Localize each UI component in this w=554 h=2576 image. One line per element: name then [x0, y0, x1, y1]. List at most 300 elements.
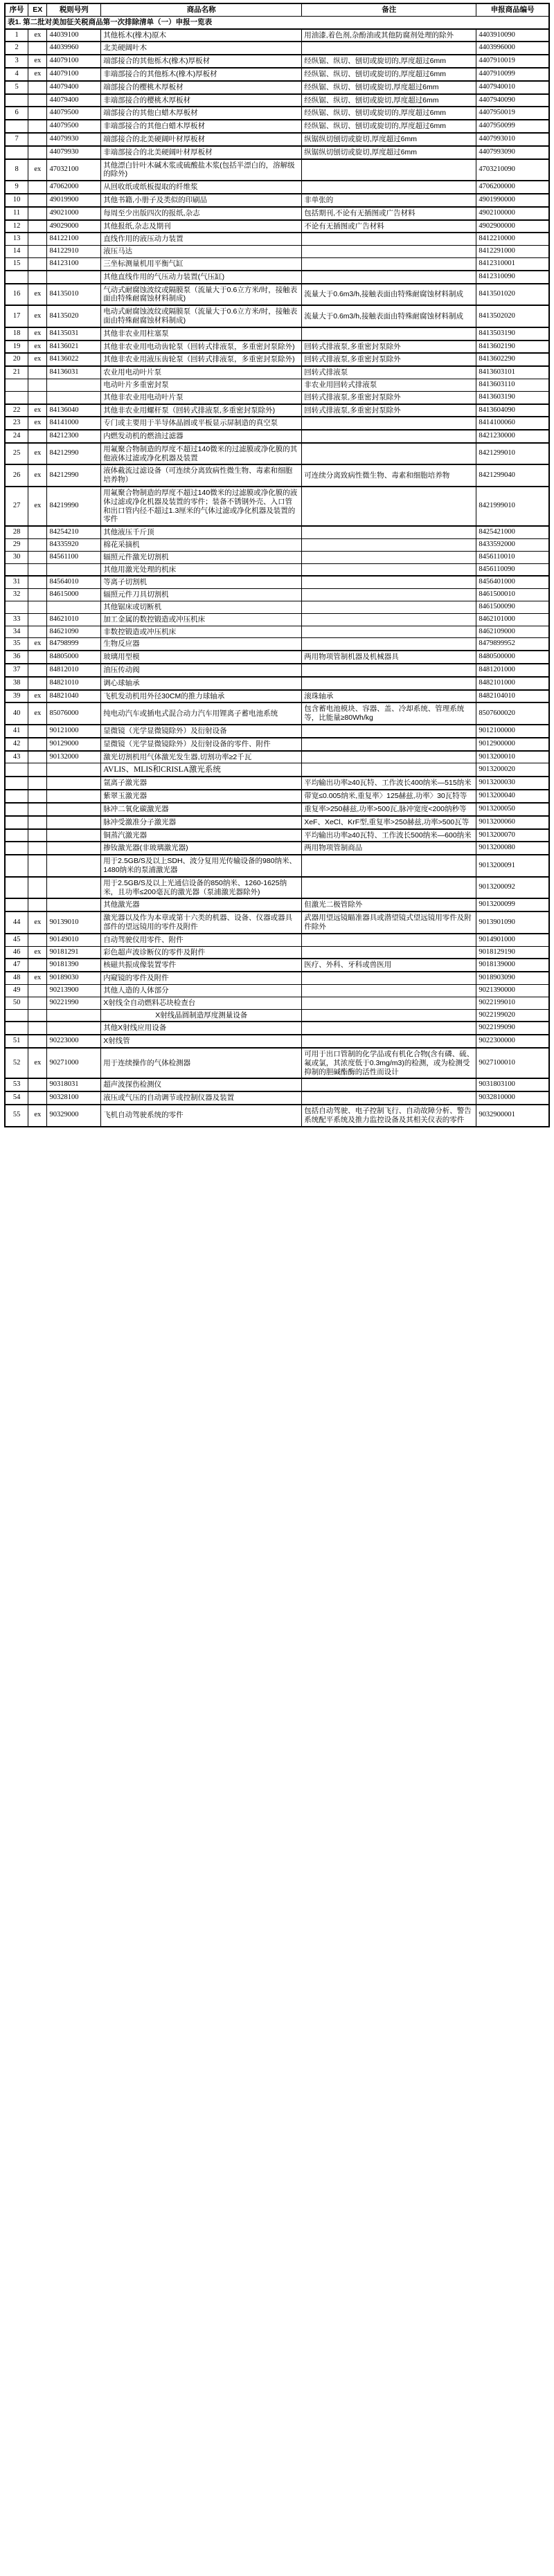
cell-remark [302, 576, 476, 588]
cell-tariff-code [47, 1022, 101, 1035]
cell-ex-flag [28, 1022, 47, 1035]
cell-tariff-code: 90181390 [47, 959, 101, 972]
table-row [5, 404, 549, 417]
cell-declaration-code: 8413603110 [476, 379, 549, 391]
cell-declaration-code: 8413603190 [476, 391, 549, 403]
cell-serial-number [5, 120, 28, 133]
cell-serial-number: 5 [5, 81, 28, 94]
page-title: 表1. 第二批对美加征关税商品第一次排除清单（一）申报一览表 [5, 16, 549, 28]
cell-declaration-code: 9013200040 [476, 790, 549, 803]
cell-remark: 两用物项管制商品 [302, 842, 476, 855]
cell-ex-flag [28, 1035, 47, 1048]
table-row [5, 391, 549, 403]
cell-declaration-code: 8456401000 [476, 576, 549, 588]
table-row [5, 94, 549, 107]
table-row [5, 1022, 549, 1035]
cell-serial-number: 20 [5, 353, 28, 366]
cell-remark: 包括自动驾驶、电子控制飞行、自动故障分析、警告系统配平系统及推力监控设备及其相关仪表的零件 [302, 1105, 476, 1127]
table-row [5, 146, 549, 159]
column-header-ex: EX [28, 3, 47, 16]
table-row [5, 284, 549, 306]
table-row [5, 803, 549, 816]
cell-serial-number: 22 [5, 404, 28, 417]
cell-ex-flag [28, 725, 47, 738]
cell-remark: 经纵锯、纵切、刨切或旋切的,厚度超过6mm [302, 68, 476, 81]
table-row [5, 257, 549, 270]
cell-serial-number [5, 790, 28, 803]
table-row [5, 855, 549, 877]
table-row [5, 898, 549, 911]
cell-ex-flag [28, 997, 47, 1009]
cell-tariff-code: 84821040 [47, 690, 101, 703]
cell-tariff-code: 90129000 [47, 738, 101, 751]
cell-goods-name: 超声波探伤检测仪 [101, 1078, 302, 1091]
cell-goods-name: 用于2.5GB/S及以上光通信设备的850纳米、1260-1625纳米，且功率≤200毫瓦的激光器（泵浦激光器除外) [101, 877, 302, 899]
cell-serial-number: 2 [5, 42, 28, 55]
cell-declaration-code: 8413603101 [476, 366, 549, 379]
cell-tariff-code: 84798999 [47, 638, 101, 651]
cell-serial-number: 48 [5, 972, 28, 984]
cell-tariff-code: 85076000 [47, 702, 101, 725]
cell-tariff-code: 44079400 [47, 81, 101, 94]
cell-ex-flag [28, 246, 47, 258]
cell-ex-flag [28, 855, 47, 877]
cell-serial-number: 16 [5, 284, 28, 306]
cell-tariff-code: 90121000 [47, 725, 101, 738]
cell-tariff-code: 44079500 [47, 120, 101, 133]
cell-declaration-code: 4403910090 [476, 29, 549, 42]
cell-ex-flag [28, 613, 47, 626]
cell-declaration-code: 8421999010 [476, 487, 549, 526]
table-row [5, 1091, 549, 1105]
cell-remark [302, 664, 476, 677]
table-row [5, 353, 549, 366]
cell-goods-name: 激光器以及作为本章或第十六类的机器、设备、仪器或器具部件的望远镜用的零件及附件 [101, 911, 302, 934]
cell-ex-flag [28, 651, 47, 664]
cell-serial-number: 13 [5, 233, 28, 245]
cell-ex-flag [28, 1091, 47, 1105]
cell-serial-number: 40 [5, 702, 28, 725]
cell-goods-name: 其他直线作用的气压动力装置(气压缸) [101, 271, 302, 284]
cell-declaration-code: 9031803100 [476, 1078, 549, 1091]
cell-tariff-code [47, 803, 101, 816]
cell-tariff-code [47, 842, 101, 855]
cell-tariff-code [47, 829, 101, 842]
cell-declaration-code: 8462101000 [476, 613, 549, 626]
table-row [5, 790, 549, 803]
cell-tariff-code: 84135020 [47, 305, 101, 327]
cell-goods-name: 加工金属的数控锻造或冲压机床 [101, 613, 302, 626]
table-row [5, 464, 549, 487]
cell-goods-name: 北美硬阔叶木 [101, 42, 302, 55]
cell-remark: 纵锯纵切刨切或旋切,厚度超过6mm [302, 133, 476, 146]
cell-declaration-code: 8433592000 [476, 539, 549, 552]
table-row [5, 341, 549, 354]
cell-declaration-code: 9012100000 [476, 725, 549, 738]
cell-goods-name: 其他非农业用电动齿轮泵（回转式排液泵，多重密封泵除外) [101, 341, 302, 354]
cell-declaration-code: 8421299010 [476, 443, 549, 465]
cell-declaration-code: 8421230000 [476, 430, 549, 443]
cell-remark [302, 1091, 476, 1105]
cell-remark [302, 984, 476, 997]
cell-ex-flag [28, 526, 47, 538]
cell-serial-number: 39 [5, 690, 28, 703]
cell-serial-number: 4 [5, 68, 28, 81]
cell-tariff-code: 84254210 [47, 526, 101, 538]
cell-tariff-code: 84812010 [47, 664, 101, 677]
cell-tariff-code [47, 271, 101, 284]
cell-tariff-code: 84212990 [47, 464, 101, 487]
cell-serial-number: 44 [5, 911, 28, 934]
cell-ex-flag [28, 934, 47, 946]
cell-declaration-code: 8413503190 [476, 327, 549, 341]
cell-declaration-code: 9022300000 [476, 1035, 549, 1048]
cell-ex-flag: ex [28, 487, 47, 526]
cell-tariff-code: 49019900 [47, 194, 101, 207]
cell-declaration-code: 9013200070 [476, 829, 549, 842]
cell-declaration-code: 4703210090 [476, 159, 549, 181]
cell-serial-number: 24 [5, 430, 28, 443]
cell-declaration-code: 9022199010 [476, 997, 549, 1009]
cell-declaration-code: 8507600020 [476, 702, 549, 725]
table-row [5, 690, 549, 703]
cell-serial-number: 11 [5, 207, 28, 220]
cell-goods-name: 专门或主要用于半导体晶圆或平板显示屏制造的真空泵 [101, 417, 302, 430]
cell-goods-name: 其他非农业用液压齿轮泵（回转式排液泵，多重密封泵除外) [101, 353, 302, 366]
cell-declaration-code: 8481201000 [476, 664, 549, 677]
cell-tariff-code: 84212990 [47, 443, 101, 465]
table-row [5, 42, 549, 55]
table-row [5, 563, 549, 576]
cell-declaration-code: 8480500000 [476, 651, 549, 664]
cell-ex-flag: ex [28, 353, 47, 366]
cell-remark [302, 638, 476, 651]
cell-goods-name: 直线作用的液压动力装置 [101, 233, 302, 245]
cell-declaration-code: 9013200050 [476, 803, 549, 816]
cell-remark [302, 181, 476, 194]
cell-remark [302, 601, 476, 614]
table-row [5, 133, 549, 146]
cell-serial-number: 35 [5, 638, 28, 651]
cell-declaration-code: 8412291000 [476, 246, 549, 258]
cell-goods-name: 飞机自动驾驶系统的零件 [101, 1105, 302, 1127]
cell-ex-flag [28, 790, 47, 803]
cell-tariff-code: 44079400 [47, 94, 101, 107]
table-row [5, 997, 549, 1009]
cell-ex-flag [28, 1078, 47, 1091]
cell-ex-flag [28, 107, 47, 120]
cell-goods-name: 其他报纸,杂志及期刊 [101, 220, 302, 233]
cell-tariff-code [47, 763, 101, 777]
cell-ex-flag: ex [28, 1105, 47, 1127]
cell-goods-name: AVLIS、MLIS和CRISLA激光系统 [101, 763, 302, 777]
cell-tariff-code: 84335920 [47, 539, 101, 552]
cell-declaration-code: 9027100010 [476, 1048, 549, 1078]
cell-ex-flag [28, 803, 47, 816]
cell-ex-flag [28, 42, 47, 55]
table-row [5, 934, 549, 946]
cell-remark [302, 934, 476, 946]
cell-goods-name: 其他书籍,小册子及类似的印刷品 [101, 194, 302, 207]
cell-serial-number: 9 [5, 181, 28, 194]
table-row [5, 1009, 549, 1022]
cell-declaration-code: 8414100060 [476, 417, 549, 430]
cell-goods-name: 脉冲二氧化碳激光器 [101, 803, 302, 816]
cell-remark: 流量大于0.6m3/h,接触表面由特殊耐腐蚀材料制成 [302, 284, 476, 306]
cell-remark: 可用于出口管制的化学品或有机化合物(含有磷、硫、氟或氯，其浓度低于0.3mg/m3)的检测，或为检测受抑制的胆碱酯酶的活性而设计 [302, 1048, 476, 1078]
cell-tariff-code: 44079100 [47, 68, 101, 81]
cell-ex-flag [28, 626, 47, 638]
cell-goods-name: 彩色超声波诊断仪的零件及附件 [101, 946, 302, 959]
cell-goods-name: 其他锯床或切断机 [101, 601, 302, 614]
cell-serial-number [5, 146, 28, 159]
cell-remark [302, 271, 476, 284]
cell-goods-name: X射线管 [101, 1035, 302, 1048]
cell-serial-number [5, 391, 28, 403]
cell-ex-flag [28, 233, 47, 245]
cell-tariff-code: 84621010 [47, 613, 101, 626]
column-header-no: 序号 [5, 3, 28, 16]
cell-ex-flag [28, 146, 47, 159]
cell-goods-name: 其他X射线应用设备 [101, 1022, 302, 1035]
cell-serial-number: 8 [5, 159, 28, 181]
table-row [5, 972, 549, 984]
cell-remark [302, 417, 476, 430]
cell-goods-name: 非端部接合的北美硬阔叶材厚板材 [101, 146, 302, 159]
cell-goods-name: 激光切割机用气体激光发生器,切割功率≥2千瓦 [101, 751, 302, 763]
table-row [5, 551, 549, 563]
cell-ex-flag [28, 898, 47, 911]
cell-ex-flag [28, 181, 47, 194]
cell-remark [302, 233, 476, 245]
cell-tariff-code [47, 790, 101, 803]
cell-ex-flag: ex [28, 464, 47, 487]
cell-serial-number [5, 898, 28, 911]
table-header [5, 3, 549, 16]
cell-tariff-code: 90318031 [47, 1078, 101, 1091]
cell-goods-name: 液体截流过滤设备（可连续分离致病性微生物、毒素和细胞培养物） [101, 464, 302, 487]
cell-serial-number: 15 [5, 257, 28, 270]
cell-remark: 非农业用回转式排液泵 [302, 379, 476, 391]
cell-remark: 平均输出功率≥40瓦特、工作波长500纳米—600纳米 [302, 829, 476, 842]
cell-serial-number [5, 94, 28, 107]
cell-goods-name: 用氟聚合物制造的厚度不超过140微米的过滤膜或净化膜的液体过滤或净化机器及装置的零件；装备不锈钢外壳、入口管和出口管内径不超过1.3厘米的气体过滤或净化机器及装置的零件 [101, 487, 302, 526]
table-row [5, 430, 549, 443]
column-header-declaration-code: 申报商品编号 [476, 3, 549, 16]
cell-remark [302, 589, 476, 601]
cell-remark: 回转式排液泵,多重密封泵除外 [302, 341, 476, 354]
cell-tariff-code: 47062000 [47, 181, 101, 194]
cell-goods-name: 其他液压千斤顶 [101, 526, 302, 538]
table-row [5, 1035, 549, 1048]
table-row [5, 677, 549, 690]
cell-remark: 用油漆,着色剂,杂酚油或其他防腐剂处理的除外 [302, 29, 476, 42]
table-row [5, 589, 549, 601]
cell-ex-flag [28, 738, 47, 751]
table-row [5, 959, 549, 972]
cell-declaration-code: 8412310090 [476, 271, 549, 284]
table-row [5, 366, 549, 379]
cell-goods-name: 端部接合的其他栎木(橡木)厚板材 [101, 55, 302, 68]
cell-tariff-code: 84219990 [47, 487, 101, 526]
cell-goods-name: 端部接合的北美硬阔叶材厚板材 [101, 133, 302, 146]
table-row [5, 327, 549, 341]
cell-remark [302, 526, 476, 538]
cell-tariff-code [47, 898, 101, 911]
cell-tariff-code: 84135031 [47, 327, 101, 341]
cell-ex-flag [28, 430, 47, 443]
cell-tariff-code [47, 379, 101, 391]
cell-ex-flag: ex [28, 68, 47, 81]
table-row [5, 539, 549, 552]
cell-serial-number: 31 [5, 576, 28, 588]
cell-tariff-code: 84122100 [47, 233, 101, 245]
table-row [5, 738, 549, 751]
cell-serial-number: 25 [5, 443, 28, 465]
cell-tariff-code: 84136040 [47, 404, 101, 417]
cell-ex-flag: ex [28, 972, 47, 984]
cell-remark [302, 626, 476, 638]
cell-serial-number [5, 829, 28, 842]
cell-declaration-code: 9021390000 [476, 984, 549, 997]
cell-remark: 经纵锯、纵切、刨切或旋切的,厚度超过6mm [302, 55, 476, 68]
cell-tariff-code: 90223000 [47, 1035, 101, 1048]
cell-declaration-code: 8482101000 [476, 677, 549, 690]
cell-goods-name: 辐照元件刀具切割机 [101, 589, 302, 601]
cell-goods-name: 用于2.5GB/S及以上SDH、波分复用光传输设备的980纳米、1480纳米的泵浦激光器 [101, 855, 302, 877]
cell-goods-name: 生物反应器 [101, 638, 302, 651]
cell-serial-number: 30 [5, 551, 28, 563]
cell-serial-number: 28 [5, 526, 28, 538]
cell-ex-flag [28, 563, 47, 576]
table-row [5, 55, 549, 68]
cell-remark [302, 946, 476, 959]
cell-declaration-code: 8456110010 [476, 551, 549, 563]
cell-goods-name: 其他漂白针叶木碱木浆或硫酸盐木浆(包括半漂白的，溶解级的除外) [101, 159, 302, 181]
table-row [5, 305, 549, 327]
cell-goods-name: 用于连续操作的气体检测器 [101, 1048, 302, 1078]
cell-serial-number: 33 [5, 613, 28, 626]
cell-serial-number: 34 [5, 626, 28, 638]
cell-declaration-code: 9018903090 [476, 972, 549, 984]
cell-declaration-code: 8413604090 [476, 404, 549, 417]
cell-tariff-code: 90139010 [47, 911, 101, 934]
cell-ex-flag [28, 133, 47, 146]
cell-remark: 非单张的 [302, 194, 476, 207]
table-row [5, 443, 549, 465]
cell-serial-number [5, 601, 28, 614]
cell-tariff-code: 90149010 [47, 934, 101, 946]
cell-tariff-code: 84821010 [47, 677, 101, 690]
cell-ex-flag [28, 601, 47, 614]
cell-declaration-code: 4407993090 [476, 146, 549, 159]
cell-ex-flag: ex [28, 443, 47, 465]
table-row [5, 207, 549, 220]
cell-remark: 滚珠轴承 [302, 690, 476, 703]
cell-remark [302, 613, 476, 626]
cell-remark [302, 972, 476, 984]
cell-ex-flag [28, 589, 47, 601]
cell-serial-number [5, 777, 28, 790]
cell-goods-name: 从回收纸或纸板提取的纤维浆 [101, 181, 302, 194]
cell-serial-number: 51 [5, 1035, 28, 1048]
cell-remark [302, 763, 476, 777]
cell-tariff-code: 44079500 [47, 107, 101, 120]
table-row [5, 725, 549, 738]
cell-declaration-code: 4407950099 [476, 120, 549, 133]
table-row [5, 81, 549, 94]
cell-tariff-code: 90213900 [47, 984, 101, 997]
cell-tariff-code: 44039960 [47, 42, 101, 55]
cell-declaration-code: 9013200030 [476, 777, 549, 790]
cell-remark: 回转式排液泵,多重密封泵除外 [302, 391, 476, 403]
table-row [5, 911, 549, 934]
cell-remark: 重复率>250赫兹,功率>500瓦,脉冲宽度<200纳秒等 [302, 803, 476, 816]
cell-declaration-code: 8412210000 [476, 233, 549, 245]
cell-tariff-code [47, 1009, 101, 1022]
table-row [5, 702, 549, 725]
cell-goods-name: 其他非农业用柱塞泵 [101, 327, 302, 341]
cell-remark: 两用物项管制机器及机械器具 [302, 651, 476, 664]
cell-goods-name: 农业用电动叶片泵 [101, 366, 302, 379]
cell-tariff-code [47, 601, 101, 614]
cell-ex-flag: ex [28, 911, 47, 934]
cell-declaration-code: 8421299040 [476, 464, 549, 487]
table-row [5, 601, 549, 614]
cell-tariff-code: 84212300 [47, 430, 101, 443]
cell-goods-name: 调心球轴承 [101, 677, 302, 690]
table-row [5, 651, 549, 664]
cell-serial-number [5, 842, 28, 855]
cell-remark: 纵锯纵切刨切或旋切,厚度超过6mm [302, 146, 476, 159]
cell-declaration-code: 9022199090 [476, 1022, 549, 1035]
cell-serial-number: 17 [5, 305, 28, 327]
cell-tariff-code [47, 391, 101, 403]
cell-ex-flag [28, 94, 47, 107]
cell-remark [302, 725, 476, 738]
cell-ex-flag [28, 120, 47, 133]
cell-goods-name: 等离子切割机 [101, 576, 302, 588]
cell-ex-flag [28, 379, 47, 391]
cell-declaration-code: 9013200060 [476, 816, 549, 829]
cell-ex-flag [28, 391, 47, 403]
table-row [5, 777, 549, 790]
cell-goods-name: 铜蒸汽激光器 [101, 829, 302, 842]
cell-remark [302, 855, 476, 877]
cell-serial-number: 10 [5, 194, 28, 207]
cell-declaration-code: 9013200010 [476, 751, 549, 763]
table-row [5, 638, 549, 651]
table-row [5, 68, 549, 81]
cell-ex-flag [28, 1009, 47, 1022]
table-row [5, 194, 549, 207]
cell-ex-flag: ex [28, 305, 47, 327]
cell-goods-name: 玻璃用型模 [101, 651, 302, 664]
cell-tariff-code: 84122910 [47, 246, 101, 258]
cell-tariff-code: 84561100 [47, 551, 101, 563]
table-row [5, 1105, 549, 1127]
cell-serial-number [5, 379, 28, 391]
cell-declaration-code: 9013200020 [476, 763, 549, 777]
cell-ex-flag [28, 539, 47, 552]
cell-goods-name: 飞机发动机用外径30CM的推力球轴承 [101, 690, 302, 703]
table-row [5, 159, 549, 181]
cell-tariff-code: 44079930 [47, 133, 101, 146]
cell-ex-flag: ex [28, 284, 47, 306]
cell-declaration-code: 8412310001 [476, 257, 549, 270]
cell-remark [302, 246, 476, 258]
cell-serial-number: 50 [5, 997, 28, 1009]
